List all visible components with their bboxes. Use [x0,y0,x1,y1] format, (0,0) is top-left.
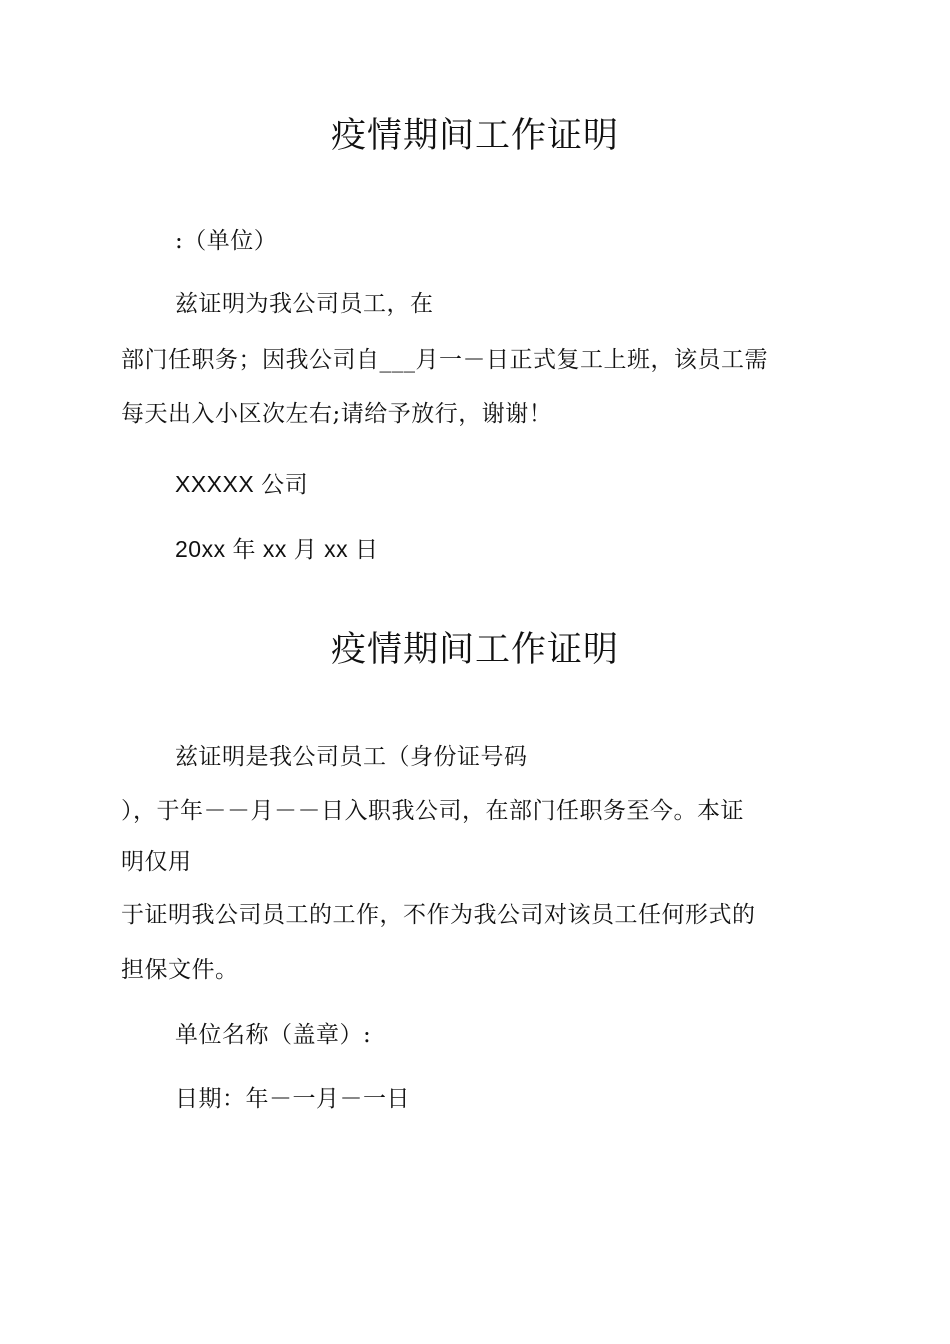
certificate-2-body-line-3: 明仅用 [121,849,192,875]
certificate-2-body-line-2: ），于年－－月－－日入职我公司，在部门任职务至今。本证 [121,798,744,824]
certificate-1-addressee: :（单位） [175,228,278,254]
certificate-2-body-line-5: 担保文件。 [121,957,239,983]
certificate-1-title: 疫情期间工作证明 [330,116,619,156]
certificate-1-body-line-2: 部门任职务；因我公司自___月一－日正式复工上班，该员工需 [121,347,768,373]
certificate-1-company: XXXXX 公司 [175,471,309,497]
certificate-2-body-line-1: 兹证明是我公司员工（身份证号码 [175,744,528,770]
certificate-2-unit-name-seal: 单位名称（盖章）: [175,1022,372,1048]
certificate-2-date: 日期：年－一月－一日 [175,1086,410,1112]
certificate-2-body-line-4: 于证明我公司员工的工作，不作为我公司对该员工任何形式的 [121,902,756,928]
certificate-2-title: 疫情期间工作证明 [330,630,619,670]
certificate-1-body-line-3: 每天出入小区次左右;请给予放行，谢谢！ [121,401,553,427]
certificate-1-date: 20xx 年 xx 月 xx 日 [175,536,379,562]
certificate-1-body-line-1: 兹证明为我公司员工，在 [175,291,434,317]
